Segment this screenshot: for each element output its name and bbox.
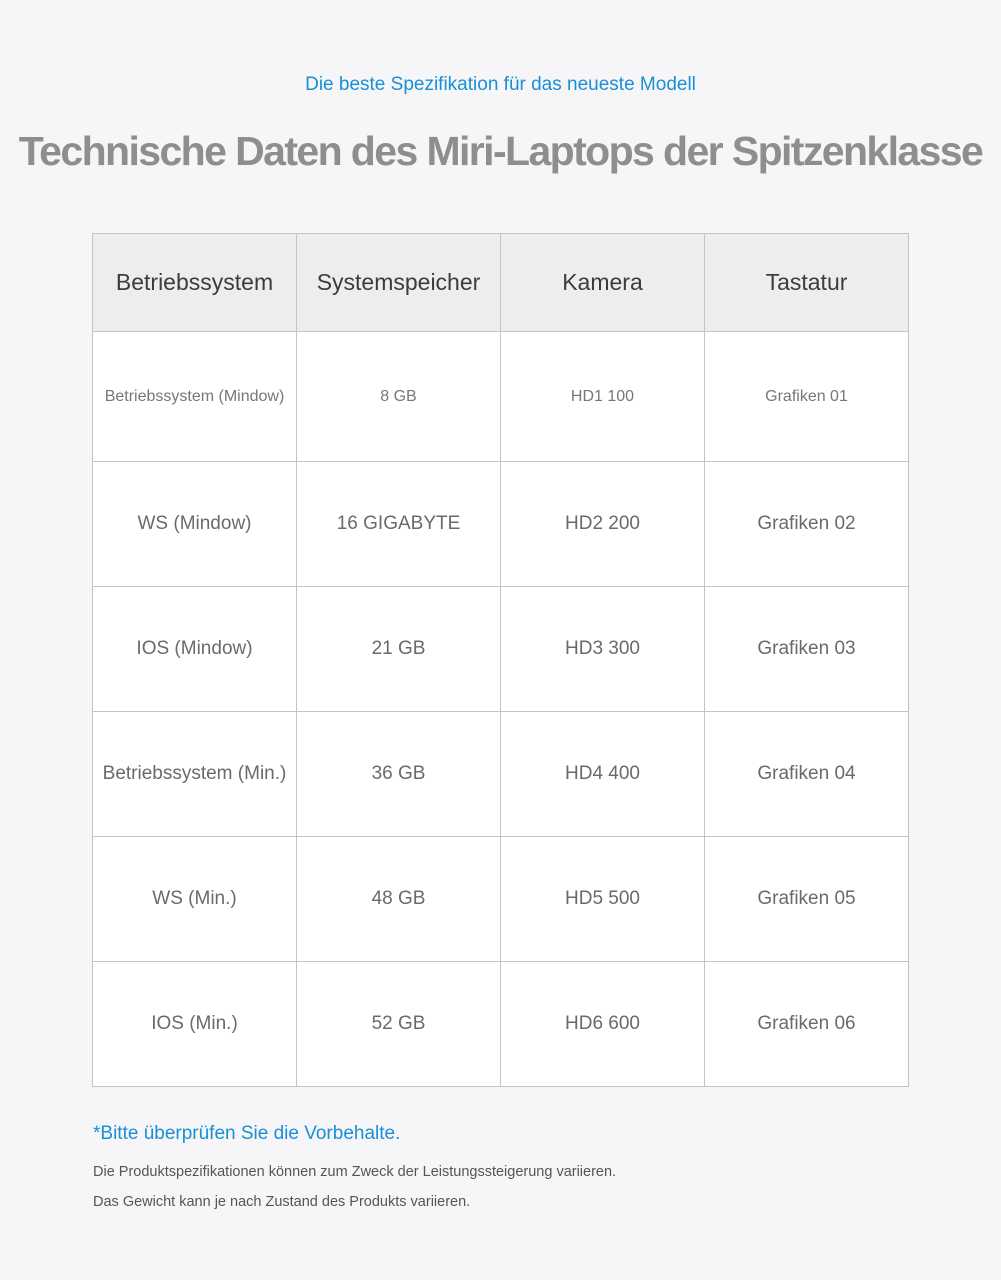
table-row [93, 712, 909, 837]
cell-camera: HD4 400 [501, 712, 705, 837]
table-row [93, 462, 909, 587]
cell-camera: HD3 300 [501, 587, 705, 712]
cell-os: IOS (Mindow) [93, 587, 297, 712]
cell-memory: 52 GB [297, 962, 501, 1087]
cell-memory: 36 GB [297, 712, 501, 837]
cell-memory: 21 GB [297, 587, 501, 712]
page-title: Technische Daten des Miri-Laptops der Spitzenklasse [18, 128, 983, 174]
spec-table [92, 233, 909, 1087]
column-header-memory: Systemspeicher [297, 234, 501, 332]
table-row [93, 837, 909, 962]
cell-camera: HD1 100 [501, 332, 705, 462]
cell-os: WS (Min.) [93, 837, 297, 962]
cell-camera: HD2 200 [501, 462, 705, 587]
cell-memory: 48 GB [297, 837, 501, 962]
cell-os: Betriebssystem (Mindow) [93, 332, 297, 462]
disclaimer-heading: *Bitte überprüfen Sie die Vorbehalte. [93, 1123, 401, 1144]
table-row [93, 332, 909, 462]
cell-keyboard: Grafiken 04 [705, 712, 909, 837]
cell-keyboard: Grafiken 01 [705, 332, 909, 462]
cell-os: Betriebssystem (Min.) [93, 712, 297, 837]
column-header-keyboard: Tastatur [705, 234, 909, 332]
cell-memory: 8 GB [297, 332, 501, 462]
cell-keyboard: Grafiken 06 [705, 962, 909, 1087]
table-row [93, 587, 909, 712]
column-header-os: Betriebssystem [93, 234, 297, 332]
column-header-camera: Kamera [501, 234, 705, 332]
cell-memory: 16 GIGABYTE [297, 462, 501, 587]
page-subtitle: Die beste Spezifikation für das neueste Modell [305, 74, 696, 95]
disclaimer-line: Das Gewicht kann je nach Zustand des Produkts variieren. [93, 1194, 471, 1210]
disclaimer-line: Die Produktspezifikationen können zum Zweck der Leistungssteigerung variieren. [93, 1164, 617, 1180]
cell-keyboard: Grafiken 05 [705, 837, 909, 962]
cell-os: IOS (Min.) [93, 962, 297, 1087]
cell-keyboard: Grafiken 02 [705, 462, 909, 587]
cell-camera: HD5 500 [501, 837, 705, 962]
cell-camera: HD6 600 [501, 962, 705, 1087]
cell-os: WS (Mindow) [93, 462, 297, 587]
table-header-row [93, 234, 909, 332]
cell-keyboard: Grafiken 03 [705, 587, 909, 712]
table-row [93, 962, 909, 1087]
